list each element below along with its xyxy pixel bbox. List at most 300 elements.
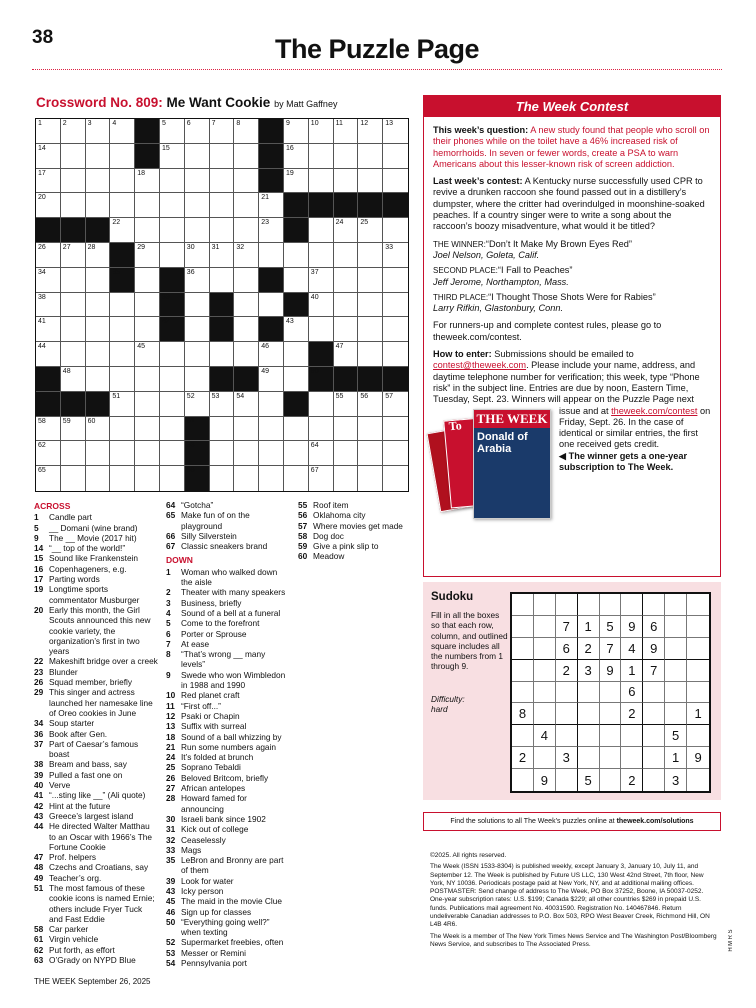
clue-number: 9 [34, 532, 39, 543]
crossword-cell[interactable] [135, 243, 160, 268]
sudoku-cell[interactable] [534, 638, 556, 660]
sudoku-cell[interactable] [687, 769, 709, 791]
crossword-cell[interactable] [234, 144, 259, 169]
clue-number: 50 [166, 916, 176, 927]
sudoku-cell[interactable] [556, 703, 578, 725]
crossword-cell[interactable] [234, 392, 259, 417]
crossword-cell[interactable] [210, 441, 235, 466]
crossword-cell[interactable] [61, 466, 86, 491]
clue-text: Soprano Tebaldi [181, 762, 241, 773]
crossword-cell[interactable] [160, 392, 185, 417]
across-clue [34, 801, 158, 811]
crossword-cell[interactable] [358, 342, 383, 367]
sudoku-cell[interactable] [512, 616, 534, 638]
clue-number: 35 [166, 855, 176, 866]
crossword-cell[interactable] [36, 243, 61, 268]
down-clue [298, 531, 422, 541]
sudoku-cell[interactable] [621, 747, 643, 769]
crossword-cell[interactable] [86, 417, 111, 442]
clue-number: 17 [34, 574, 44, 585]
crossword-cell[interactable] [160, 417, 185, 442]
crossword-cell[interactable] [284, 317, 309, 342]
crossword-cell[interactable] [309, 317, 334, 342]
crossword-cell[interactable] [383, 342, 408, 367]
crossword-cell[interactable] [61, 268, 86, 293]
crossword-cell[interactable] [86, 367, 111, 392]
crossword-cell[interactable] [309, 119, 334, 144]
crossword-cell[interactable] [383, 293, 408, 318]
crossword-cell[interactable] [61, 342, 86, 367]
crossword-cell[interactable] [210, 268, 235, 293]
crossword-cell[interactable] [334, 342, 359, 367]
crossword-cell[interactable] [61, 169, 86, 194]
sudoku-cell[interactable] [600, 725, 622, 747]
sudoku-cell[interactable] [578, 703, 600, 725]
crossword-number: Crossword No. 809: [36, 95, 163, 110]
crossword-cell[interactable] [383, 392, 408, 417]
crossword-cell[interactable] [110, 144, 135, 169]
crossword-cell[interactable] [358, 243, 383, 268]
crossword-cell[interactable] [383, 119, 408, 144]
clue-text: Messer or Remini [181, 947, 247, 958]
crossword-cell[interactable] [383, 169, 408, 194]
across-clue [34, 770, 158, 780]
crossword-cell[interactable] [309, 144, 334, 169]
sudoku-cell[interactable] [512, 769, 534, 791]
crossword-cell[interactable] [358, 144, 383, 169]
crossword-block [284, 218, 309, 243]
sudoku-cell[interactable] [534, 616, 556, 638]
crossword-cell[interactable] [160, 218, 185, 243]
crossword-cell[interactable] [383, 268, 408, 293]
crossword-cell[interactable] [61, 367, 86, 392]
cell-number: 41 [38, 318, 46, 326]
crossword-cell[interactable] [110, 293, 135, 318]
crossword-cell[interactable] [185, 317, 210, 342]
crossword-cell[interactable] [36, 293, 61, 318]
crossword-cell[interactable] [309, 243, 334, 268]
crossword-cell[interactable] [61, 417, 86, 442]
crossword-cell[interactable] [334, 119, 359, 144]
clue-text: Dog doc [313, 530, 344, 541]
crossword-cell[interactable] [284, 417, 309, 442]
crossword-cell[interactable] [210, 243, 235, 268]
crossword-cell[interactable] [334, 293, 359, 318]
crossword-cell[interactable] [61, 243, 86, 268]
across-clue [34, 729, 158, 739]
crossword-block [185, 441, 210, 466]
cell-number: 63 [186, 442, 195, 450]
crossword-cell[interactable] [135, 441, 160, 466]
crossword-cell[interactable] [135, 218, 160, 243]
clue-text: Prof. helpers [49, 852, 97, 863]
crossword-cell[interactable] [86, 144, 111, 169]
crossword-cell[interactable] [234, 317, 259, 342]
sudoku-cell[interactable] [578, 594, 600, 616]
crossword-cell[interactable] [234, 293, 259, 318]
sudoku-cell[interactable] [556, 769, 578, 791]
sudoku-cell[interactable] [687, 594, 709, 616]
sudoku-cell[interactable] [687, 638, 709, 660]
crossword-cell[interactable] [334, 169, 359, 194]
crossword-cell[interactable] [334, 392, 359, 417]
sudoku-cell[interactable] [643, 703, 665, 725]
sudoku-cell[interactable] [665, 594, 687, 616]
crossword-cell[interactable] [135, 293, 160, 318]
crossword-cell[interactable] [259, 466, 284, 491]
crossword-cell[interactable] [210, 342, 235, 367]
clue-text: Kick out of college [181, 824, 249, 835]
crossword-cell[interactable] [86, 441, 111, 466]
crossword-cell[interactable] [284, 268, 309, 293]
crossword-cell[interactable] [110, 367, 135, 392]
cell-number: 33 [385, 243, 393, 251]
crossword-cell[interactable] [383, 417, 408, 442]
cell-number: 20 [38, 194, 46, 202]
crossword-cell[interactable] [309, 293, 334, 318]
crossword-cell[interactable] [160, 169, 185, 194]
clue-number: 22 [34, 656, 44, 667]
sudoku-cell: 4 [621, 638, 643, 660]
crossword-cell[interactable] [160, 193, 185, 218]
crossword-block [36, 218, 61, 243]
crossword-cell[interactable] [284, 367, 309, 392]
crossword-cell[interactable] [135, 342, 160, 367]
crossword-cell[interactable] [334, 317, 359, 342]
crossword-cell[interactable] [86, 293, 111, 318]
sudoku-cell[interactable] [643, 725, 665, 747]
crossword-cell[interactable] [36, 119, 61, 144]
crossword-cell[interactable] [86, 342, 111, 367]
crossword-cell[interactable] [36, 466, 61, 491]
crossword-cell[interactable] [160, 441, 185, 466]
crossword-cell[interactable] [185, 193, 210, 218]
crossword-cell[interactable] [86, 169, 111, 194]
sudoku-cell[interactable] [643, 769, 665, 791]
crossword-cell[interactable] [135, 268, 160, 293]
crossword-cell[interactable] [259, 417, 284, 442]
crossword-cell[interactable] [234, 169, 259, 194]
down-clue [166, 721, 290, 731]
crossword-cell[interactable] [334, 243, 359, 268]
crossword-cell[interactable] [210, 193, 235, 218]
sudoku-cell[interactable] [512, 638, 534, 660]
crossword-cell[interactable] [259, 392, 284, 417]
across-clue [34, 811, 158, 821]
crossword-cell[interactable] [358, 441, 383, 466]
crossword-cell[interactable] [135, 392, 160, 417]
crossword-cell[interactable] [358, 317, 383, 342]
crossword-block [185, 466, 210, 491]
sudoku-cell[interactable] [578, 725, 600, 747]
clue-text: Meadow [313, 551, 345, 562]
crossword-cell[interactable] [110, 466, 135, 491]
across-clue [34, 945, 158, 955]
crossword-cell[interactable] [358, 392, 383, 417]
cell-number: 31 [211, 243, 220, 251]
cell-number: 27 [62, 243, 71, 251]
sudoku-cell[interactable] [556, 594, 578, 616]
down-clue [166, 783, 290, 793]
crossword-cell[interactable] [210, 144, 235, 169]
crossword-cell[interactable] [185, 169, 210, 194]
crossword-cell[interactable] [135, 417, 160, 442]
clue-number: 33 [166, 844, 176, 855]
crossword-cell[interactable] [284, 169, 309, 194]
magazine-small-text: To [444, 418, 462, 433]
crossword-cell[interactable] [61, 193, 86, 218]
crossword-cell[interactable] [110, 193, 135, 218]
crossword-cell[interactable] [259, 243, 284, 268]
crossword-cell[interactable] [259, 293, 284, 318]
crossword-cell[interactable] [259, 367, 284, 392]
crossword-cell[interactable] [234, 218, 259, 243]
crossword-cell[interactable] [334, 441, 359, 466]
crossword-cell[interactable] [358, 466, 383, 491]
sudoku-cell[interactable] [621, 725, 643, 747]
crossword-cell[interactable] [309, 417, 334, 442]
contest-page-link[interactable]: theweek.com/contest [611, 405, 698, 416]
crossword-cell[interactable] [234, 119, 259, 144]
sudoku-cell[interactable] [600, 594, 622, 616]
crossword-cell[interactable] [135, 367, 160, 392]
sudoku-cell[interactable] [600, 682, 622, 704]
crossword-cell[interactable] [135, 466, 160, 491]
crossword-cell[interactable] [110, 119, 135, 144]
sudoku-cell[interactable] [643, 594, 665, 616]
crossword-cell[interactable] [36, 417, 61, 442]
down-clue [166, 814, 290, 824]
sudoku-cell[interactable] [534, 682, 556, 704]
crossword-cell[interactable] [210, 169, 235, 194]
clue-number: 48 [34, 862, 44, 873]
crossword-cell[interactable] [284, 466, 309, 491]
membership-info: The Week is a member of The New York Times News Service and The Washington Post/Bloomberg News Service, and subscribes to The Associated Press. [430, 932, 717, 948]
sudoku-cell[interactable] [665, 682, 687, 704]
clue-text: Sound like Frankenstein [49, 553, 139, 564]
crossword-cell[interactable] [358, 417, 383, 442]
crossword-cell[interactable] [185, 144, 210, 169]
crossword-cell[interactable] [61, 317, 86, 342]
sudoku-cell[interactable] [534, 594, 556, 616]
crossword-cell[interactable] [36, 193, 61, 218]
cell-number: 61 [186, 417, 195, 425]
crossword-cell[interactable] [210, 218, 235, 243]
clue-text: Make fun of on the playground [181, 510, 250, 531]
crossword-cell[interactable] [234, 342, 259, 367]
crossword-cell[interactable] [110, 342, 135, 367]
contest-email-link[interactable]: contest@theweek.com [433, 360, 527, 371]
clue-text: Supermarket freebies, often [181, 937, 284, 948]
crossword-cell[interactable] [110, 317, 135, 342]
crossword-cell[interactable] [210, 466, 235, 491]
clue-number: 38 [34, 759, 44, 770]
crossword-cell[interactable] [383, 317, 408, 342]
crossword-cell[interactable] [210, 392, 235, 417]
sudoku-cell[interactable] [556, 725, 578, 747]
crossword-cell[interactable] [383, 243, 408, 268]
crossword-cell[interactable] [86, 317, 111, 342]
across-clue [34, 564, 158, 574]
crossword-cell[interactable] [110, 441, 135, 466]
crossword-cell[interactable] [61, 293, 86, 318]
crossword-cell[interactable] [284, 441, 309, 466]
crossword-cell[interactable] [110, 218, 135, 243]
crossword-cell[interactable] [259, 193, 284, 218]
crossword-cell[interactable] [160, 367, 185, 392]
clue-number: 47 [34, 852, 44, 863]
sudoku-cell[interactable] [512, 725, 534, 747]
crossword-cell[interactable] [185, 392, 210, 417]
sudoku-cell[interactable] [534, 703, 556, 725]
crossword-cell[interactable] [358, 268, 383, 293]
clue-number: 20 [34, 604, 44, 615]
crossword-cell[interactable] [36, 317, 61, 342]
sudoku-cell[interactable] [621, 594, 643, 616]
crossword-cell[interactable] [36, 144, 61, 169]
clue-text: Copenhageners, e.g. [49, 563, 127, 574]
crossword-cell[interactable] [309, 268, 334, 293]
crossword-cell[interactable] [185, 293, 210, 318]
crossword-cell[interactable] [334, 417, 359, 442]
crossword-cell[interactable] [358, 218, 383, 243]
sudoku-cell[interactable] [665, 703, 687, 725]
clue-number: 56 [298, 510, 308, 521]
sudoku-cell[interactable] [512, 682, 534, 704]
clue-text: O’Grady on NYPD Blue [49, 955, 136, 966]
clue-number: 52 [166, 937, 176, 948]
crossword-cell[interactable] [110, 169, 135, 194]
sudoku-cell[interactable] [687, 725, 709, 747]
sudoku-cell[interactable] [534, 747, 556, 769]
crossword-cell[interactable] [358, 293, 383, 318]
crossword-cell[interactable] [259, 342, 284, 367]
crossword-cell[interactable] [309, 218, 334, 243]
crossword-cell[interactable] [135, 317, 160, 342]
sudoku-cell[interactable] [578, 747, 600, 769]
sudoku-cell[interactable] [643, 682, 665, 704]
crossword-cell[interactable] [160, 243, 185, 268]
clue-text: Early this month, the Girl Scouts announced this new cookie variety, the organization’s first in two years [49, 604, 151, 657]
crossword-cell[interactable] [185, 367, 210, 392]
crossword-cell[interactable] [383, 218, 408, 243]
crossword-cell[interactable] [36, 342, 61, 367]
crossword-cell[interactable] [309, 466, 334, 491]
crossword-cell[interactable] [383, 466, 408, 491]
crossword-cell[interactable] [110, 392, 135, 417]
crossword-cell[interactable] [259, 441, 284, 466]
crossword-cell[interactable] [284, 342, 309, 367]
crossword-cell[interactable] [210, 119, 235, 144]
crossword-cell[interactable] [36, 169, 61, 194]
crossword-cell[interactable] [86, 243, 111, 268]
crossword-cell[interactable] [185, 268, 210, 293]
sudoku-cell[interactable] [578, 682, 600, 704]
crossword-cell[interactable] [383, 441, 408, 466]
crossword-cell[interactable] [160, 119, 185, 144]
sudoku-cell[interactable] [600, 747, 622, 769]
crossword-cell[interactable] [383, 144, 408, 169]
sudoku-cell[interactable] [665, 638, 687, 660]
clue-number: 28 [166, 793, 176, 804]
sudoku-cell: 4 [534, 725, 556, 747]
clue-number: 37 [34, 738, 44, 749]
crossword-cell[interactable] [86, 193, 111, 218]
crossword-cell[interactable] [185, 119, 210, 144]
solutions-link[interactable]: theweek.com/solutions [616, 818, 694, 825]
crossword-cell[interactable] [86, 119, 111, 144]
crossword-cell[interactable] [160, 466, 185, 491]
sudoku-cell[interactable] [512, 660, 534, 682]
crossword-block [86, 218, 111, 243]
crossword-cell[interactable] [234, 268, 259, 293]
crossword-cell[interactable] [284, 119, 309, 144]
crossword-cell[interactable] [234, 441, 259, 466]
crossword-cell[interactable] [334, 144, 359, 169]
crossword-cell[interactable] [358, 169, 383, 194]
sudoku-cell: 5 [665, 725, 687, 747]
cell-number: 22 [112, 219, 121, 227]
crossword-cell[interactable] [135, 193, 160, 218]
crossword-cell[interactable] [334, 218, 359, 243]
crossword-cell[interactable] [61, 144, 86, 169]
crossword-cell[interactable] [284, 243, 309, 268]
sudoku-cell[interactable] [534, 660, 556, 682]
crossword-cell[interactable] [36, 268, 61, 293]
crossword-cell[interactable] [86, 466, 111, 491]
crossword-cell[interactable] [110, 417, 135, 442]
crossword-cell[interactable] [86, 268, 111, 293]
crossword-cell[interactable] [234, 243, 259, 268]
sudoku-cell[interactable] [665, 660, 687, 682]
crossword-cell[interactable] [61, 119, 86, 144]
sudoku-cell: 9 [687, 747, 709, 769]
sudoku-cell[interactable] [512, 594, 534, 616]
crossword-cell[interactable] [234, 193, 259, 218]
crossword-cell[interactable] [185, 342, 210, 367]
crossword-cell[interactable] [334, 466, 359, 491]
sudoku-cell[interactable] [687, 682, 709, 704]
clue-text: Where movies get made [313, 520, 403, 531]
crossword-cell[interactable] [358, 119, 383, 144]
crossword-cell[interactable] [309, 441, 334, 466]
crossword-cell[interactable] [234, 417, 259, 442]
crossword-cell[interactable] [334, 268, 359, 293]
crossword-cell[interactable] [160, 144, 185, 169]
sudoku-cell[interactable] [665, 616, 687, 638]
sudoku-cell: 3 [556, 747, 578, 769]
clue-number: 39 [34, 769, 44, 780]
crossword-cell[interactable] [61, 441, 86, 466]
crossword-cell[interactable] [234, 466, 259, 491]
crossword-cell[interactable] [185, 218, 210, 243]
crossword-cell[interactable] [160, 342, 185, 367]
crossword-cell[interactable] [185, 243, 210, 268]
sudoku-cell[interactable] [556, 682, 578, 704]
sudoku-cell[interactable] [687, 616, 709, 638]
crossword-cell[interactable] [210, 417, 235, 442]
sudoku-cell[interactable] [600, 703, 622, 725]
crossword-cell[interactable] [309, 392, 334, 417]
sudoku-cell[interactable] [643, 747, 665, 769]
sudoku-cell[interactable] [687, 660, 709, 682]
crossword-cell[interactable] [309, 169, 334, 194]
crossword-cell[interactable] [135, 169, 160, 194]
sudoku-cell[interactable] [600, 769, 622, 791]
crossword-cell[interactable] [284, 144, 309, 169]
crossword-cell[interactable] [36, 441, 61, 466]
crossword-cell[interactable] [259, 218, 284, 243]
